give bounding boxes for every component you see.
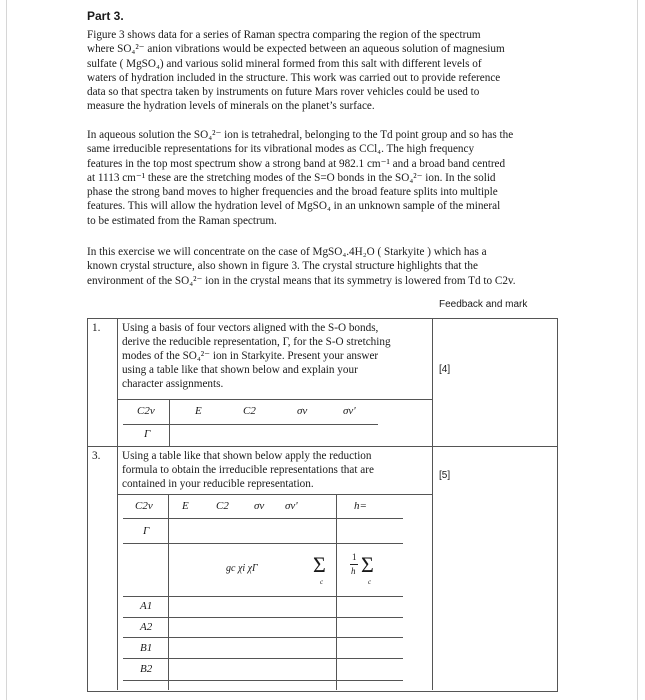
reduction-table-label-divider <box>168 494 169 690</box>
reduction-table-group-label: C2v <box>135 500 153 512</box>
paragraph-line: sulfate ( MgSO₄) and various solid mineral formed from this salt with different levels of <box>87 57 482 70</box>
feedback-column-divider <box>432 318 433 690</box>
irrep-label: A2 <box>140 621 153 633</box>
reduction-table-row-rule <box>123 680 403 681</box>
reduction-table-top-rule <box>117 494 432 495</box>
paragraph-line: same irreducible representations for its vibrational modes as CCl₄. The high frequency <box>87 143 475 156</box>
char-table-gamma-label: Γ <box>144 428 151 440</box>
summation-index: c <box>368 578 372 586</box>
char-table-group-label: C2v <box>137 405 155 417</box>
char-table-op-e: E <box>195 405 202 417</box>
question-row-divider <box>87 446 557 447</box>
char-table-op-sigma-v: σv <box>297 405 308 417</box>
reduction-table-sum-divider <box>336 494 337 690</box>
page-edge-right <box>637 0 638 700</box>
paragraph-line: Figure 3 shows data for a series of Raman spectra comparing the region of the spectrum <box>87 29 481 41</box>
reduction-table-row-rule <box>123 658 403 659</box>
paragraph-line: data so that spectra taken by instruments on future Mars rover vehicles could be used to <box>87 86 480 99</box>
paragraph-line: where SO₄²⁻ anion vibrations would be expected between an aqueous solution of magnesium <box>87 43 505 56</box>
reduction-table-op-sigma-v: σv <box>254 500 265 512</box>
summation-symbol: Σ <box>361 552 374 577</box>
question-text-line: using a table like that shown below and explain your <box>122 364 358 376</box>
question-text-line: Using a table like that shown below apply the reduction <box>122 450 372 462</box>
paragraph-line: In aqueous solution the SO₄²⁻ ion is tetrahedral, belonging to the Td point group and so has the <box>87 129 514 141</box>
question-text-line: Using a basis of four vectors aligned with the S-O bonds, <box>122 322 379 334</box>
reduction-table-op-e: E <box>182 500 189 512</box>
paragraph-line: phase the strong band moves to higher frequencies and the broad feature splits into multiple <box>87 186 498 199</box>
char-table-op-c2: C2 <box>243 405 256 417</box>
question-text-line: modes of the SO₄²⁻ ion in Starkyite. Present your answer <box>122 350 379 362</box>
summation-index: c <box>320 578 324 586</box>
question-text-line: derive the reducible representation, Γ, for the S-O stretching <box>122 336 391 348</box>
paragraph-line: In this exercise we will concentrate on the case of MgSO₄.4H₂O ( Starkyite ) which has a <box>87 246 487 258</box>
fraction-bar <box>350 564 358 565</box>
paragraph-line: to be estimated from the Raman spectrum. <box>87 214 277 227</box>
question-number: 1. <box>92 322 101 334</box>
number-column-divider <box>117 318 118 690</box>
question-mark: [5] <box>439 470 451 481</box>
reduction-table-row-rule <box>123 617 403 618</box>
question-mark: [4] <box>439 364 451 375</box>
char-table-top-rule <box>117 399 432 400</box>
reduction-table-product-rule <box>123 596 403 597</box>
irrep-label: B1 <box>140 642 153 654</box>
paragraph-line: measure the hydration levels of minerals on the planet’s surface. <box>87 100 375 113</box>
question-text-line: character assignments. <box>122 378 224 390</box>
reduction-table-gamma-rule <box>123 543 403 544</box>
paragraph-line: features in the top most spectrum show a strong band at 982.1 cm⁻¹ and a broad band centred <box>87 157 506 170</box>
paragraph-exercise <box>87 245 561 288</box>
reduction-table-op-sigma-v-prime: σv' <box>285 500 298 512</box>
page-edge-left <box>6 0 7 700</box>
reduction-table-product-label: gc χi χΓ <box>226 563 258 574</box>
reduction-table-op-c2: C2 <box>216 500 229 512</box>
paragraph-line: at 1113 cm⁻¹ these are the stretching modes of the S=O bonds in the SO₄²⁻ ion. In the solid <box>87 171 496 184</box>
question-text-line: contained in your reducible representation. <box>122 478 314 490</box>
char-table-op-sigma-v-prime: σv' <box>343 405 356 417</box>
feedback-header: Feedback and mark <box>439 299 528 310</box>
paragraph-symmetry <box>87 128 561 228</box>
paragraph-line: features. This will allow the hydration level of MgSO₄ in an unknown sample of the mineral <box>87 200 501 213</box>
irrep-label: A1 <box>140 600 153 612</box>
question-text-line: formula to obtain the irreducible representations that are <box>122 464 374 476</box>
char-table-header-rule <box>123 424 378 425</box>
paragraph-line: environment of the SO₄²⁻ ion in the crystal means that its symmetry is lowered from Td to C2v. <box>87 274 516 287</box>
reduction-table-row-rule <box>123 637 403 638</box>
question-number: 3. <box>92 450 101 462</box>
char-table-label-divider <box>169 399 170 446</box>
paragraph-line: known crystal structure, also shown in figure 3. The crystal structure highlights that the <box>87 260 478 273</box>
paragraph-line: waters of hydration included in the structure. This work was carried out to provide reference <box>87 71 501 84</box>
reduction-table-header-rule <box>123 518 403 519</box>
reduction-table-gamma-label: Γ <box>143 525 150 537</box>
fraction-numerator: 1 <box>352 552 357 562</box>
section-heading: Part 3. <box>87 9 124 23</box>
reduction-table-h-label: h= <box>354 500 367 512</box>
summation-symbol: Σ <box>313 552 326 577</box>
paragraph-intro <box>87 28 561 114</box>
irrep-label: B2 <box>140 663 153 675</box>
fraction-denominator: h <box>351 566 356 576</box>
